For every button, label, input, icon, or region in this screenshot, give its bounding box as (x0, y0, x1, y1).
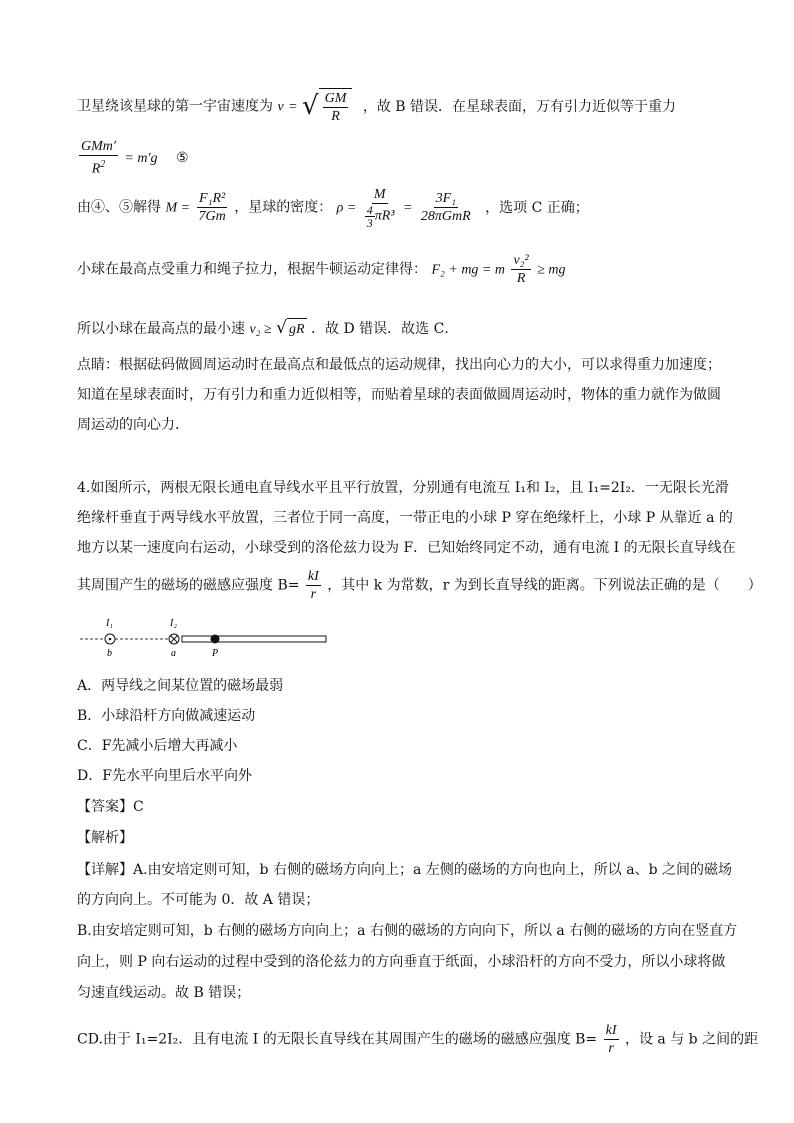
ball-P (211, 635, 220, 644)
text-segment: 由④、⑤解得 (77, 199, 161, 216)
sqrt-icon: √ (302, 91, 319, 121)
analysis-line-5: 匀速直线运动。故 B 错误； (77, 985, 251, 1001)
text-segment: ，星球的密度： (234, 199, 333, 216)
analysis-line-6 (77, 1022, 758, 1057)
denominator: $R^2$ (91, 159, 106, 177)
numerator: F₁R² (199, 191, 226, 206)
sqrt-formula (276, 318, 306, 340)
text-segment: ，选项 C 正确； (485, 199, 589, 216)
label-I1: I₁ (106, 618, 113, 629)
numerator: M (373, 187, 386, 202)
text-segment: ，故 B 错误．在星球表面，万有引力近似等于重力 (362, 98, 677, 115)
wires-diagram (70, 615, 340, 660)
fraction (197, 190, 228, 225)
formula-lhs: F₂ + mg = m (431, 262, 505, 278)
text-segment: 所以小球在最高点的最小速 (77, 321, 245, 337)
answer: 【答案】C (77, 799, 144, 815)
question-line-2: 绝缘杆垂直于两导线水平放置，三者位于同一高度，一带正电的小球 P 穿在绝缘杆上，小球 P 从靠近 a 的 (77, 510, 733, 526)
text-segment: 小球在最高点受重力和绳子拉力，根据牛顿运动定律得： (77, 261, 427, 278)
label-I2: I₂ (170, 618, 177, 629)
analysis-line-1: 【详解】A.由安培定则可知，b 右侧的磁场方向向上；a 左侧的磁场的方向也向上，所以 a、b 之间的磁场 (77, 862, 732, 878)
analysis-line-4: 向上，则 P 向右运动的过程中受到的洛伦兹力的方向垂直于纸面，小球沿杆的方向不受力，所以小球将做 (77, 954, 726, 970)
formula-line-5 (77, 318, 458, 340)
numerator: GM (324, 91, 347, 106)
math-M: M = (165, 200, 191, 216)
analysis-line-2: 的方向向上。不可能为 0．故 A 错误； (77, 892, 320, 908)
sqrt-icon: √ (276, 318, 288, 338)
analysis-title: 【解析】 (77, 830, 133, 846)
option-d: D．F先水平向里后水平向外 (77, 768, 252, 784)
denominator: R (516, 271, 526, 286)
question-line-1: 4.如图所示，两根无限长通电直导线水平且平行放置，分别通有电流互 I₁和 I₂，且 I₁=2I₂．一无限长光滑 (77, 480, 729, 496)
denominator: 28πGmR (420, 209, 471, 224)
question-line-3: 地方以某一速度向右运动，小球受到的洛伦兹力设为 F．已知始终同定不动，通有电流 I 的无限长直导线在 (77, 540, 736, 556)
note-line-2: 知道在星球表面时，万有引力和重力近似相等，而贴着星球的表面做圆周运动时，物体的重力就作为做圆 (77, 387, 721, 403)
numerator: kI (605, 1023, 617, 1038)
option-b: B．小球沿杆方向做减速运动 (77, 708, 256, 724)
text-segment: ．故 D 错误．故选 C． (311, 321, 459, 337)
text-segment: 其周围产生的磁场的磁感应强度 B= (77, 577, 300, 594)
denominator: R (331, 109, 340, 124)
numerator: kI (307, 569, 319, 584)
label-P: P (212, 648, 219, 659)
math-v2: v₂ ≥ (249, 322, 272, 337)
denominator: r (310, 587, 317, 602)
numerator: 3F₁ (435, 191, 457, 206)
math-v: v (277, 99, 284, 115)
option-c: C．F先减小后增大再减小 (77, 738, 238, 754)
fraction (419, 190, 473, 225)
label-b: b (107, 648, 112, 659)
text-segment: ，其中 k 为常数，r 为到长直导线的距离。下列说法正确的是（ ） (327, 577, 762, 594)
fraction (363, 186, 397, 229)
text-segment: ，设 a 与 b 之间的距 (624, 1031, 759, 1048)
fraction (323, 90, 349, 125)
math-eq: = (403, 200, 413, 216)
note-line-3: 周运动的向心力． (77, 417, 189, 433)
fraction (79, 138, 118, 178)
math-rho: ρ = (336, 200, 357, 216)
note-line-1: 点睛：根据砝码做圆周运动时在最高点和最低点的运动规律，找出向心力的大小，可以求得重力加速度； (77, 357, 721, 373)
label-a: a (171, 648, 176, 659)
fraction (511, 252, 530, 287)
fraction (306, 568, 321, 603)
question-line-4 (77, 568, 762, 603)
numerator: GMm′ (81, 139, 116, 154)
radicand: gR (287, 318, 307, 340)
analysis-line-3: B.由安培定则可知，b 右侧的磁场方向向上；a 右侧的磁场的方向向下，所以 a 右侧的磁场的方向在竖直方 (77, 923, 738, 939)
circled-number: ⑤ (175, 149, 189, 166)
sqrt-formula (302, 88, 352, 125)
math-eq: = (288, 99, 298, 115)
text-line-1 (77, 88, 676, 125)
denominator: r (608, 1041, 614, 1056)
option-a: A．两导线之间某位置的磁场最弱 (77, 678, 284, 694)
formula-rhs: ≥ mg (537, 262, 566, 278)
text-segment: 卫星绕该星球的第一宇宙速度为 (77, 98, 273, 115)
formula-line-2 (77, 138, 189, 178)
denominator: $\frac{4}{3}$ πR³ (366, 203, 395, 230)
fraction (604, 1022, 619, 1057)
text-segment: CD.由于 I₁=2I₂．且有电流 I 的无限长直导线在其周围产生的磁场的磁感应强度 B= (77, 1031, 598, 1048)
formula-line-3 (77, 186, 589, 229)
denominator: 7Gm (198, 209, 226, 224)
numerator: v₂² (513, 253, 529, 268)
insulating-rod (182, 636, 326, 642)
formula-line-4 (77, 252, 565, 287)
formula-rhs: = m′g (124, 150, 158, 166)
